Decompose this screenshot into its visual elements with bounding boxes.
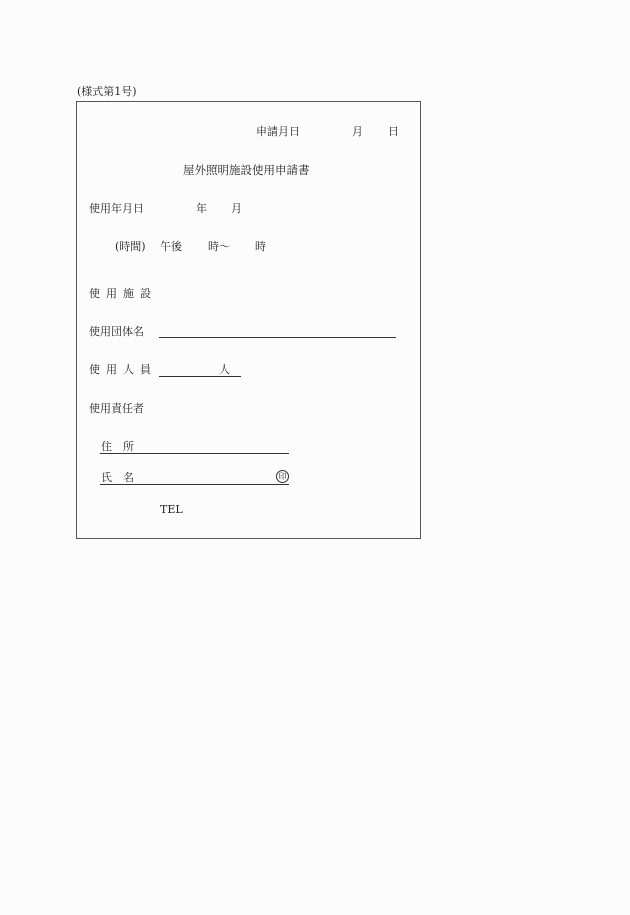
group-name-label: 使用団体名: [89, 325, 144, 338]
application-day-label: 日: [388, 125, 399, 138]
seal-stamp-icon: 印: [276, 470, 289, 483]
members-label: 使用人員: [89, 363, 157, 376]
name-label: 氏 名: [101, 471, 134, 484]
name-field-line[interactable]: [100, 484, 289, 485]
usage-date-label: 使用年月日: [89, 202, 144, 215]
form-number: (様式第1号): [77, 85, 137, 98]
usage-year-label: 年: [196, 202, 207, 215]
time-to-label: 時: [255, 240, 266, 253]
address-field-line[interactable]: [100, 453, 289, 454]
group-name-field-line[interactable]: [159, 337, 396, 338]
time-label: (時間): [115, 240, 146, 253]
application-date-label: 申請月日: [256, 125, 300, 138]
form-title: 屋外照明施設使用申請書: [183, 163, 310, 177]
members-unit-label: 人: [219, 363, 230, 376]
usage-month-label: 月: [231, 202, 242, 215]
time-from-label: 時～: [208, 240, 230, 253]
time-pm-label: 午後: [160, 240, 182, 253]
application-month-label: 月: [352, 125, 363, 138]
tel-label: TEL: [160, 503, 183, 516]
address-label: 住 所: [101, 440, 134, 453]
facility-label: 使用施設: [89, 287, 157, 300]
responsible-person-label: 使用責任者: [89, 402, 144, 415]
